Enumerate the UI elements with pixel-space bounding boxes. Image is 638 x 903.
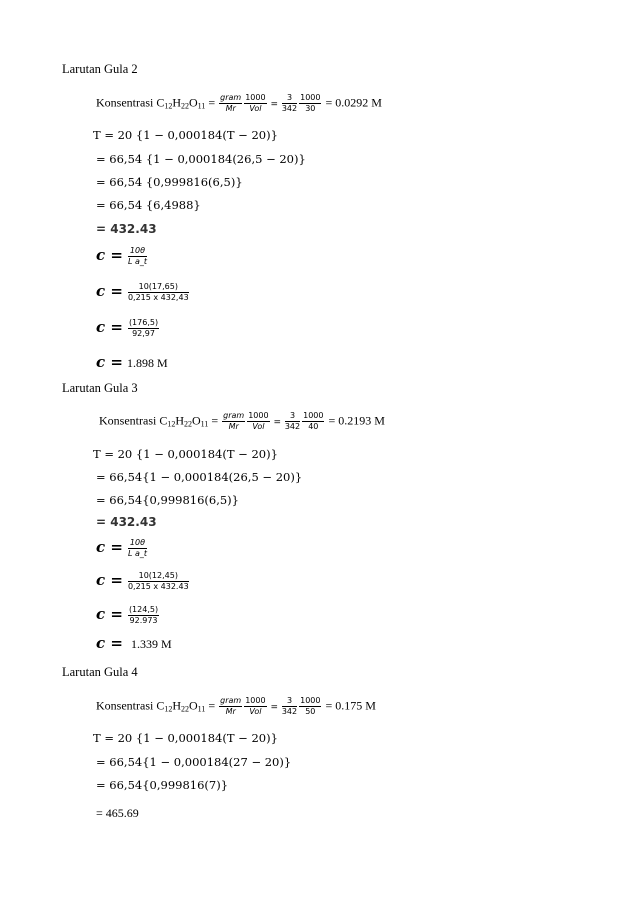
- section-heading-gula-2: Larutan Gula 2: [62, 62, 138, 76]
- fraction-3-342: $\frac{3}{342}$: [281, 93, 298, 113]
- c-formula-line: c = $\frac{10(17,65)}{0,215 x 432,43}$: [96, 282, 189, 302]
- fraction-1000-30: $\frac{1000}{30}$: [300, 93, 321, 113]
- c-formula-line: c = $\frac{10\theta}{\text{L a\_t}}$: [96, 246, 147, 266]
- temperature-formula-line: T = 20 {1 − 0,000184(T − 20)}: [93, 731, 278, 745]
- fraction-gram-mr: $\frac{\text{gram}}{Mr}$: [220, 93, 242, 113]
- calc-step-line: = 66,54 {6,4988}: [96, 198, 201, 212]
- konsentrasi-line-gula-4: Konsentrasi $C_{12}H_{22}O_{11}$ = $\frac{\text{gram}}{Mr}$ $\frac{1000}{\text{Vol}}$ = $\frac{3}{342}$ $\frac{1000}{50}$ = 0.175 M: [96, 696, 376, 716]
- konsentrasi-line-gula-2: Konsentrasi $C_{12}H_{22}O_{11}$ = $\frac{\text{gram}}{Mr}$ $\frac{1000}{\text{Vol}}$ = $\frac{3}{342}$ $\frac{1000}{30}$ = 0.0292 M: [96, 93, 382, 113]
- calc-step-line: = 66,54{1 − 0,000184(27 − 20)}: [96, 755, 292, 769]
- konsentrasi-line-gula-3: Konsentrasi $C_{12}H_{22}O_{11}$ = $\frac{\text{gram}}{Mr}$ $\frac{1000}{\text{Vol}}$ = $\frac{3}{342}$ $\frac{1000}{40}$ = 0.2193 M: [99, 411, 385, 431]
- konsentrasi-result: = 0.0292 M: [325, 95, 382, 110]
- calc-step-line: = 66,54 {1 − 0,000184(26,5 − 20)}: [96, 152, 306, 166]
- konsentrasi-result: = 0.2193 M: [328, 413, 385, 428]
- c-result-line: c = 1.898 M: [96, 353, 168, 371]
- calc-step-line: = 66,54{1 − 0,000184(26,5 − 20)}: [96, 470, 303, 484]
- calc-step-line: = 66,54{0,999816(6,5)}: [96, 493, 239, 507]
- temperature-formula-line: T = 20 {1 − 0,000184(T − 20)}: [93, 128, 278, 142]
- c-result-line: c = 1.339 M: [96, 634, 172, 652]
- fraction-1000-vol: $\frac{1000}{\text{Vol}}$: [245, 93, 266, 113]
- c-formula-line: c = $\frac{10\theta}{\text{L a\_t}}$: [96, 538, 147, 558]
- calc-step-line: = 66,54{0,999816(7)}: [96, 778, 229, 792]
- calc-step-line: = 66,54 {0,999816(6,5)}: [96, 175, 243, 189]
- c-formula-line: c = $\frac{(124,5)}{92.973}$: [96, 605, 159, 625]
- temperature-formula-line: T = 20 {1 − 0,000184(T − 20)}: [93, 447, 278, 461]
- calc-result-line: = 432.43: [96, 515, 157, 529]
- section-heading-gula-4: Larutan Gula 4: [62, 665, 138, 679]
- c-formula-line: c = $\frac{10(12,45)}{0,215 x 432.43}$: [96, 571, 189, 591]
- c-formula-line: c = $\frac{(176,5)}{92,97}$: [96, 318, 159, 338]
- konsentrasi-result: = 0.175 M: [325, 698, 376, 713]
- section-heading-gula-3: Larutan Gula 3: [62, 381, 138, 395]
- calc-result-line: = 465.69: [96, 806, 139, 820]
- calc-result-line: = 432.43: [96, 222, 157, 236]
